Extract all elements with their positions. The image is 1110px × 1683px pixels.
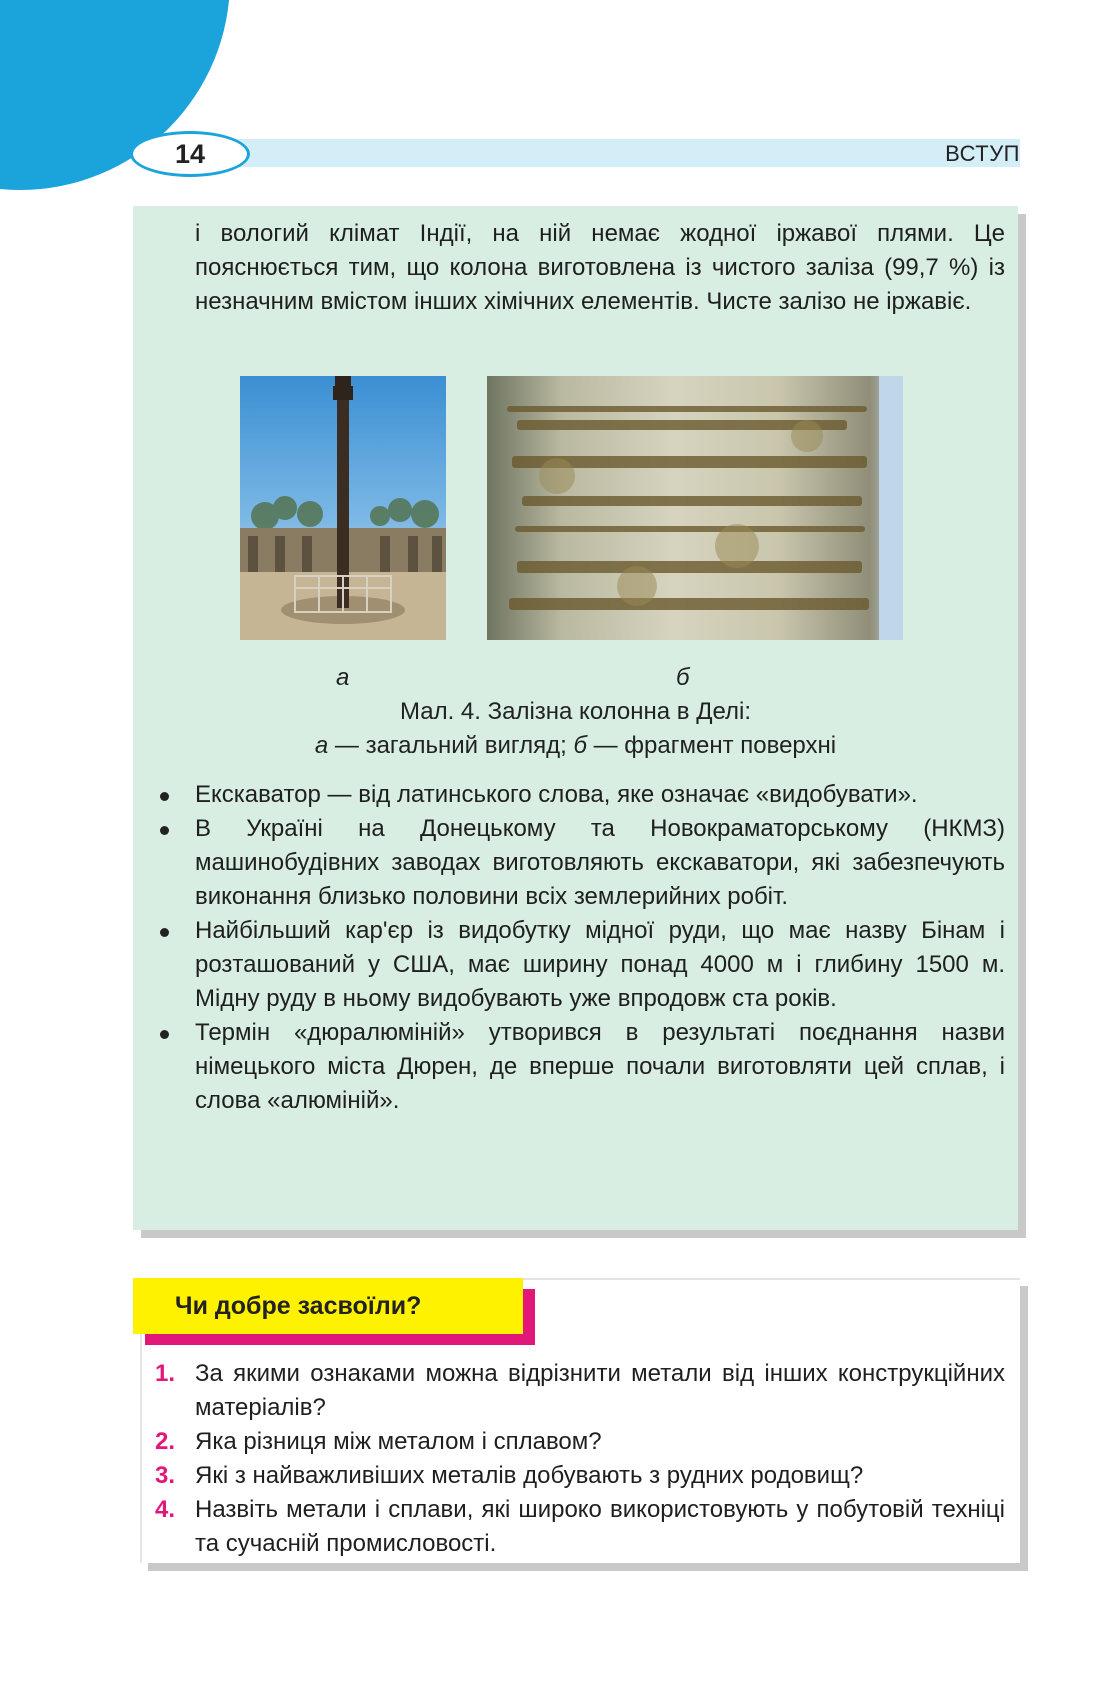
question-item	[155, 1493, 1005, 1561]
figure-label-b: б	[676, 664, 690, 691]
fact-text: Найбільший кар'єр із видобутку мідної руди, що має назву Бінам і розташований у США, має ширину понад 4000 м і глибину 1500 м. Мідну руду в ньому видобувають уже впродовж ста років.	[195, 917, 1005, 1012]
list-item	[155, 778, 1005, 812]
caption-text-b: — фрагмент поверхні	[586, 732, 837, 759]
list-item	[155, 1016, 1005, 1118]
bullet-icon	[160, 826, 169, 835]
list-item	[155, 914, 1005, 1016]
page-number: 14	[130, 131, 250, 177]
figure-caption-detail	[133, 732, 1018, 760]
question-text: Яка різниця між металом і сплавом?	[195, 1428, 602, 1455]
question-text: Які з найважливіших металів добувають з рудних родовищ?	[195, 1462, 864, 1489]
list-item	[155, 812, 1005, 914]
question-number: 2.	[155, 1428, 176, 1455]
question-item	[155, 1357, 1005, 1425]
iron-pillar-photo	[240, 376, 446, 640]
quiz-title: Чи добре засвоїли?	[133, 1278, 523, 1334]
facts-list	[155, 778, 1005, 1118]
inscription-illustration	[487, 376, 903, 640]
question-number: 1.	[155, 1360, 176, 1387]
caption-letter-a: а	[314, 732, 329, 759]
question-number: 3.	[155, 1462, 176, 1489]
bullet-icon	[160, 928, 169, 937]
caption-letter-b: б	[573, 732, 587, 759]
intro-paragraph: і вологий клімат Індії, на ній немає жодної іржавої плями. Це пояснюється тим, що колона виготовлена із чистого заліза (99,7 %) із незначним вмістом інших хімічних елементів. Чисте залізо не іржавіє.	[195, 220, 1005, 315]
figure-caption-title: Мал. 4. Залізна колонна в Делі:	[399, 698, 752, 725]
figure-label-a: а	[336, 664, 350, 691]
fact-text: Екскаватор — від латинського слова, яке означає «видобувати».	[195, 781, 918, 808]
question-number: 4.	[155, 1496, 176, 1523]
iron-pillar-illustration	[240, 376, 446, 640]
quiz-questions	[155, 1357, 1005, 1561]
section-title: ВСТУП	[945, 141, 1020, 166]
question-text: За якими ознаками можна відрізнити метали від інших конструкційних матеріалів?	[195, 1360, 1005, 1421]
inscription-fragment-photo	[487, 376, 903, 640]
caption-text-a: — загальний вигляд;	[328, 732, 574, 759]
question-item	[155, 1459, 1005, 1493]
question-text: Назвіть метали і сплави, які широко використовують у побутовій техніці та сучасній промисловості.	[195, 1496, 1005, 1557]
bullet-icon	[160, 1030, 169, 1039]
question-item	[155, 1425, 1005, 1459]
header-band	[170, 139, 1020, 167]
bullet-icon	[160, 792, 169, 801]
fact-text: В Україні на Донецькому та Новокраматорському (НКМЗ) машинобудівних заводах виготовляють екскаватори, які забезпечують виконання близько половини всіх землерийних робіт.	[195, 815, 1005, 910]
fact-text: Термін «дюралюміній» утворився в результаті поєднання назви німецького міста Дюрен, де вперше почали виготовляти цей сплав, і слова «алюміній».	[195, 1019, 1005, 1114]
